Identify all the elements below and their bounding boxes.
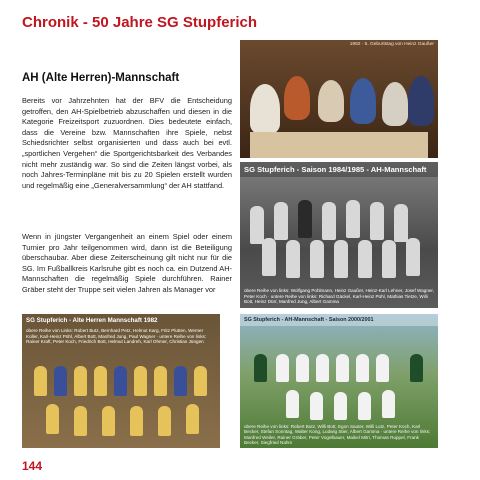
player	[186, 404, 199, 434]
player	[134, 366, 147, 396]
player	[74, 406, 87, 436]
player	[296, 354, 309, 382]
player	[322, 202, 336, 240]
player	[376, 354, 389, 382]
player	[336, 354, 349, 382]
photo-figure	[382, 82, 408, 126]
player	[274, 202, 288, 240]
player	[298, 200, 312, 238]
player	[382, 240, 396, 278]
player	[316, 354, 329, 382]
photo-celebration-1982	[240, 40, 438, 158]
player	[410, 354, 423, 382]
photo-table	[250, 132, 428, 158]
photo-caption: SG Stupferich - AH-Mannschaft - Saison 2000/2001	[240, 314, 438, 326]
player	[154, 366, 167, 396]
player	[334, 240, 348, 278]
player	[346, 200, 360, 238]
photo-team-1984-1985	[240, 162, 438, 308]
article-paragraph-1: Bereits vor Jahrzehnten hat der BFV die Entscheidung getroffen, den AH-Spielbetrieb abzuschaffen und diesen in die Kategorie Freizeitsport zuzuordnen. Dies bedeutete einfach, dass die Vereine bzw. Mannschaften ihre Spiele, nebst Schiedsrichter selbst organisierten und dass auch bei evtl. „sportlichen Vergehen“ die Sportgerichtsbarkeit des Verbandes nicht mehr zuständig war. So sind die Zeiten längst vorbei, als noch Jahres-Terminpläne mit bis zu 20 Spielen erstellt wurden und regelmäßig eine „Generalversammlung“ der AH stattfand.	[22, 96, 232, 190]
player	[102, 406, 115, 436]
page-number: 144	[22, 459, 43, 473]
page-title: Chronik - 50 Jahre SG Stupferich	[22, 14, 258, 31]
photo-figure	[250, 84, 280, 134]
photo-figure	[284, 76, 310, 120]
player	[286, 390, 299, 418]
article-paragraph-2: Wenn in jüngster Vergangenheit an einem Spiel oder einem Turnier pro Jahr teilgenommen wird, dann ist die Beteiligung überschaubar. Aber diese Zeiterscheinung gilt nicht nur für die SG. Im Fußballkreis Karlsruhe gibt es noch ca. ein Dutzend AH-Mannschaften die regelmäßig Spiele durchführen. Rainer Gräber steht der Truppe seit vielen Jahren als Manager vor	[22, 232, 232, 294]
section-heading: AH (Alte Herren)-Mannschaft	[22, 72, 180, 84]
player	[194, 366, 207, 396]
photo-names: obere Reihe von Links: Robert Butz, Bernhard Petz, Helmut Karg, Fritz Plutten, Werner Koller, Karl-Heinz Pühl, Albert Bott, Manfred Jung, Paul Wagner · untere Reihe von links: Rainer Kraft, Peter Koch, Friedrich Bott, Helmut Landreh, Karl Ohmer, Christian Jüngen	[26, 328, 207, 345]
photo-caption: 1982 · 5. Geburtstag von Heinz Gaußer	[349, 42, 434, 47]
photo-figure	[350, 78, 376, 124]
player	[262, 238, 276, 276]
photo-team-1982	[22, 314, 220, 448]
player	[382, 390, 395, 418]
photo-figure	[318, 80, 344, 122]
player	[406, 238, 420, 276]
photo-names: obere Reihe von links: Wolfgang Pohlmann, Heinz Gaußer, Heinz-Karl Lehner, Josef Wagner, Peter Koch · untere Reihe von links: Richard Gäckel, Karl-Heinz Pühl, Mathias Tietze, Willi Bott, Heinz Dürr, Manfred Jung, Albert Gamma	[244, 288, 434, 305]
photo-figure	[408, 76, 434, 126]
player	[334, 392, 347, 420]
player	[34, 366, 47, 396]
photo-team-2000-2001	[240, 314, 438, 448]
player	[74, 366, 87, 396]
player	[358, 392, 371, 420]
player	[54, 366, 67, 396]
player	[46, 404, 59, 434]
player	[250, 206, 264, 244]
player	[310, 392, 323, 420]
player	[254, 354, 267, 382]
player	[94, 366, 107, 396]
player	[276, 354, 289, 382]
player	[394, 204, 408, 242]
player	[174, 366, 187, 396]
player	[310, 240, 324, 278]
photo-caption: SG Stupferich - Alte Herren Mannschaft 1982	[26, 317, 158, 324]
player	[286, 240, 300, 278]
player	[114, 366, 127, 396]
player	[356, 354, 369, 382]
player	[130, 406, 143, 436]
player	[158, 406, 171, 436]
photo-names: obere Reihe von links: Robert Butz, Willi Bott, Egon Sauter, Willi Lutz, Peter Koch, Karl Becker, Stefan Sonntag, Walter Kong, Ludwig Stier, Albert Gamma · untere Reihe von links: Manfred Weiler, Rainer Gräber, Peter Vogelbauer, Maikel Mitri, Thomas Ruppel, Frank Becker, Siegfried Nahm	[244, 423, 431, 446]
player	[358, 240, 372, 278]
player	[370, 202, 384, 240]
photo-caption: SG Stupferich - Saison 1984/1985 - AH-Mannschaft	[240, 162, 438, 177]
